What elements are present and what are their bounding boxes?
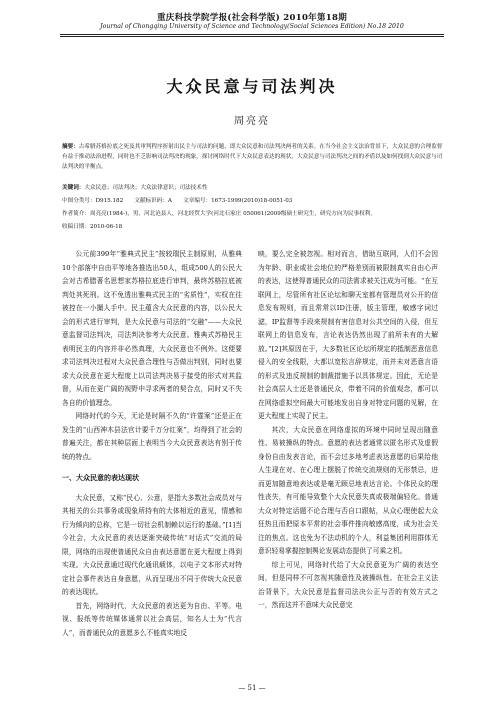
keywords-text: 大众民意；司法判决；大众法律意识；司法技术性 bbox=[84, 185, 208, 191]
paragraph: 其次，大众民意在网络虚拟的环境中同时呈现出随意性、易被操纵的特点。意愿的表达者通常以匿名形式及虚假身份自由发表言论，而不会过多地考虑表达意愿的后果给他人生现在对、在心理上摆脱了传统交流规则的无形禁忌，进而更加随意地表达或是毫无顾忌地表达言论。个体民众的理性丧失，有可能导致整个大众民意失真或极端偏轻化。普通大众对特定话题不论合理与否自口跟帖，从众心理使起大众狂热且而把原本平常的社会事件推向敏感高度，成为社会关注的焦点。这也免为不法动机的个人，利益集团利用群体无意识轻易掌握控制舆论发展动态提供了可乘之机。 bbox=[258, 425, 438, 555]
header-rule-top bbox=[60, 34, 444, 35]
keywords bbox=[62, 183, 444, 193]
classification-line: 中图分类号：D915.182 文献标识码：A 文章编号：1673-1999(2010)18-0051-03 bbox=[62, 198, 293, 204]
paragraph: 首先，网络时代，大众民意的表达更为自由、平等。电视、报纸等传统媒体通常以社会高层，知名人士为“代言人”，而普通民众的意愿多么不能真实地反 bbox=[62, 601, 242, 637]
received-date: 收稿日期：2010-06-18 bbox=[62, 224, 123, 230]
paragraph: 映，要么完全被忽视。相对而言，借助互联网，人们不会因为年龄、职业或社会地位的严格差别而被限制真实自由心声的表达，这使得普通民众的司法需求被关注成为可能。“在互联网上，尽管所有社区论坛和聊天室都有管理员对公开的信息发布规则，而且常常以ID注册，版主管理，敏感字词过滤，IP监督等手段来规制有害信息对公共空间的入侵，但互联网上的信息发布，言论表达仍然出现了前所未有的大解放。”[2]其原因在于，大多数社区论坛所规定的抵制恶意信息侵入的安全线限，大都以宽松言辞规定，而并未对恶意言语的形式及违反规制的制裁措施予以具体规定。因此，无论是社会高层人士还是普通民众，带着不同的价值观念，都可以在网络虚拟空间最大可能地发出自身对特定问题的见解，在更大程度上实现了民主。 bbox=[258, 250, 438, 420]
keywords-label: 关键词： bbox=[62, 185, 85, 191]
section-heading: 一、大众民意的表达现状 bbox=[62, 474, 139, 482]
journal-header-cn: 重庆科技学院学报(社会科学版) 2010年第18期 bbox=[157, 13, 347, 23]
header-rule-bottom bbox=[60, 36, 444, 37]
paragraph: 大众民意，又称“民心、公意，是指大多数社会成员对与其相关的公共事务或现象所持有的大体相近的意见，情感和行为倾向的总称，它是一切社会机制赖以运行的基础。”[1]当今社会，大众民意的表达逐渐突破传统“对话式”交流的局限，网络的出现使普通民众自由表达意愿在更大程度上得到实现。大众民意通过现代化通讯载体，以电子文本形式对特定社会事件表达自身意愿，从而呈现出不同于传统大众民意的表达现状。 bbox=[62, 493, 242, 596]
abstract bbox=[62, 142, 444, 172]
abstract-text: 古希腊苏格拉底之死及其审判程序折射出民主与司法的问题，即大众民意和司法判决两者的关系。在当今社会主义法治背景下，大众民意的合理监督有益于推动法治进程，同时也不乏影响司法判决的现象。探讨网络时代下大众民意表达的现状，大众民意与司法判决之间的矛盾以及如何找到大众民意与司法判决的平衡点。 bbox=[62, 144, 443, 170]
abstract-label: 摘要： bbox=[62, 144, 79, 150]
page-number: — 51 — bbox=[238, 684, 266, 692]
body-column-right bbox=[258, 248, 438, 613]
journal-header-en: Journal of Chongqing University of Science and Technology(Social Sciences Edition) No.18 2010 bbox=[100, 23, 404, 30]
body-column-left bbox=[62, 248, 242, 640]
author-bio: 作者简介：周亮亮(1984-)，男，河北沧县人，河北经贸大学(河北石家庄 050061)2009级硕士研究生，研究方向为民事权利。 bbox=[62, 211, 376, 217]
article-author: 周亮亮 bbox=[234, 116, 270, 127]
paragraph: 综上可见，网络时代给了大众民意更为广阔的表达空间，但是同样不可忽视其随意性及被操纵性。在社会主义法治背景下，大众民意是监督司法决公正与否的有效方式之一，然而这并不意味大众民意完 bbox=[258, 560, 438, 609]
paragraph: 公元前399年“雅典式民主”按较瑞民主制原则，从雅典10个部落中自由平等地各推选出50人，组成500人的公民大会对古希腊著名思想家苏格拉底进行审判，最终苏格拉底被判处其死刑。这不免透出雅典式民主的“劣质性”，实权在往被控在一小撮人手中。民主蕴含大众民意的内容，以公民大会的形式进行审判，是大众民意与司法的“交融”——大众民意监督司法判决，司法判决参考大众民意。雅典式苏格民主表明民主的内容并非必然真理，大众民意也不例外。这便要求司法判决过程对大众民意合理性与否做出判别，同时也要求大众民意在更大程度上以司法判决易于接受的形式对其监督，从而在更广阔的视野中寻求两者的契合点，同时又不失各自的价值理念。 bbox=[62, 250, 242, 407]
article-title: 大众民意与司法判决 bbox=[166, 77, 338, 96]
paragraph: 网络时代的今天，无论是时隔不久的“许霆案”还是正在发生的“山西神木县法官计要千万分红案”，均得到了社会的普遍关注，都在其种层面上表明当今大众民意表达有别于传统的特点。 bbox=[62, 412, 242, 461]
